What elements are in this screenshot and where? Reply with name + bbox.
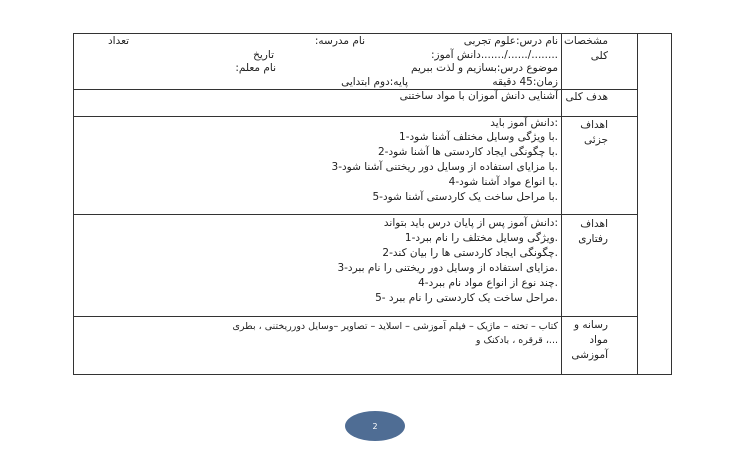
student-field: ......../....../.......دانش آموز: <box>431 49 558 61</box>
behavioral-goals-intro: :دانش آموز پس از پایان درس باید بتواند <box>383 217 558 229</box>
partial-goal-item: .با انواع مواد آشنا شود-4 <box>448 176 558 188</box>
behavioral-goals-label: اهداف رفتاری <box>578 218 608 245</box>
count-label: تعداد <box>108 35 130 47</box>
grade-level: پایه:دوم ابتدایی <box>341 76 408 88</box>
page-number-badge: 2 <box>345 411 405 441</box>
partial-goals-label: اهداف جزئی <box>580 119 608 146</box>
lesson-topic: موضوع درس:بسازیم و لذت ببریم <box>410 62 558 74</box>
column-divider <box>637 34 638 374</box>
header-label: مشخصات کلی <box>564 35 608 62</box>
media-line-2: ...، قرقره ، بادکنک و <box>475 335 558 346</box>
behavioral-goal-item: .ویژگی وسایل مختلف را نام ببرد-1 <box>404 232 558 244</box>
behavioral-goal-item: .چگونگی ایجاد کاردستی ها را بیان کند-2 <box>382 247 558 259</box>
lesson-plan-table <box>73 33 672 375</box>
media-label: رسانه و مواد آموزشی <box>571 319 608 361</box>
media-line-1: کتاب – تخته – ماژیک – فیلم آموزشی – اسلاید – تصاویر –وسایل دورریختنی ، بطری <box>232 321 558 332</box>
row-divider <box>74 316 637 317</box>
partial-goals-intro: :دانش آموز باید <box>490 117 558 129</box>
partial-goal-item: .با مزایای استفاده از وسایل دور ریختنی آشنا شود-3 <box>331 161 558 173</box>
behavioral-goal-item: .چند نوع از انواع مواد نام ببرد-4 <box>418 277 558 289</box>
teacher-name-label: نام معلم: <box>235 62 276 74</box>
partial-goal-item: .با ویژگی وسایل مختلف آشنا شود-1 <box>399 131 558 143</box>
lesson-name: نام درس:علوم تجربی <box>463 35 558 47</box>
lesson-time: زمان:45 دقیقه <box>492 76 558 88</box>
date-label: تاریخ <box>253 49 274 61</box>
general-goal-label: هدف کلی <box>565 91 608 103</box>
partial-goal-item: .با مراحل ساخت یک کاردستی آشنا شود-5 <box>372 191 558 203</box>
behavioral-goal-item: .مزایای استفاده از وسایل دور ریختنی را نام ببرد-3 <box>337 262 558 274</box>
column-divider <box>561 34 562 374</box>
behavioral-goal-item: .مراحل ساخت یک کاردستی را نام ببرد -5 <box>375 292 558 304</box>
general-goal-text: آشنایی دانش آموزان با مواد ساختنی <box>399 90 558 102</box>
school-name-label: نام مدرسه: <box>314 35 365 47</box>
row-divider <box>74 214 637 215</box>
partial-goal-item: .با چگونگی ایجاد کاردستی ها آشنا شود-2 <box>377 146 558 158</box>
